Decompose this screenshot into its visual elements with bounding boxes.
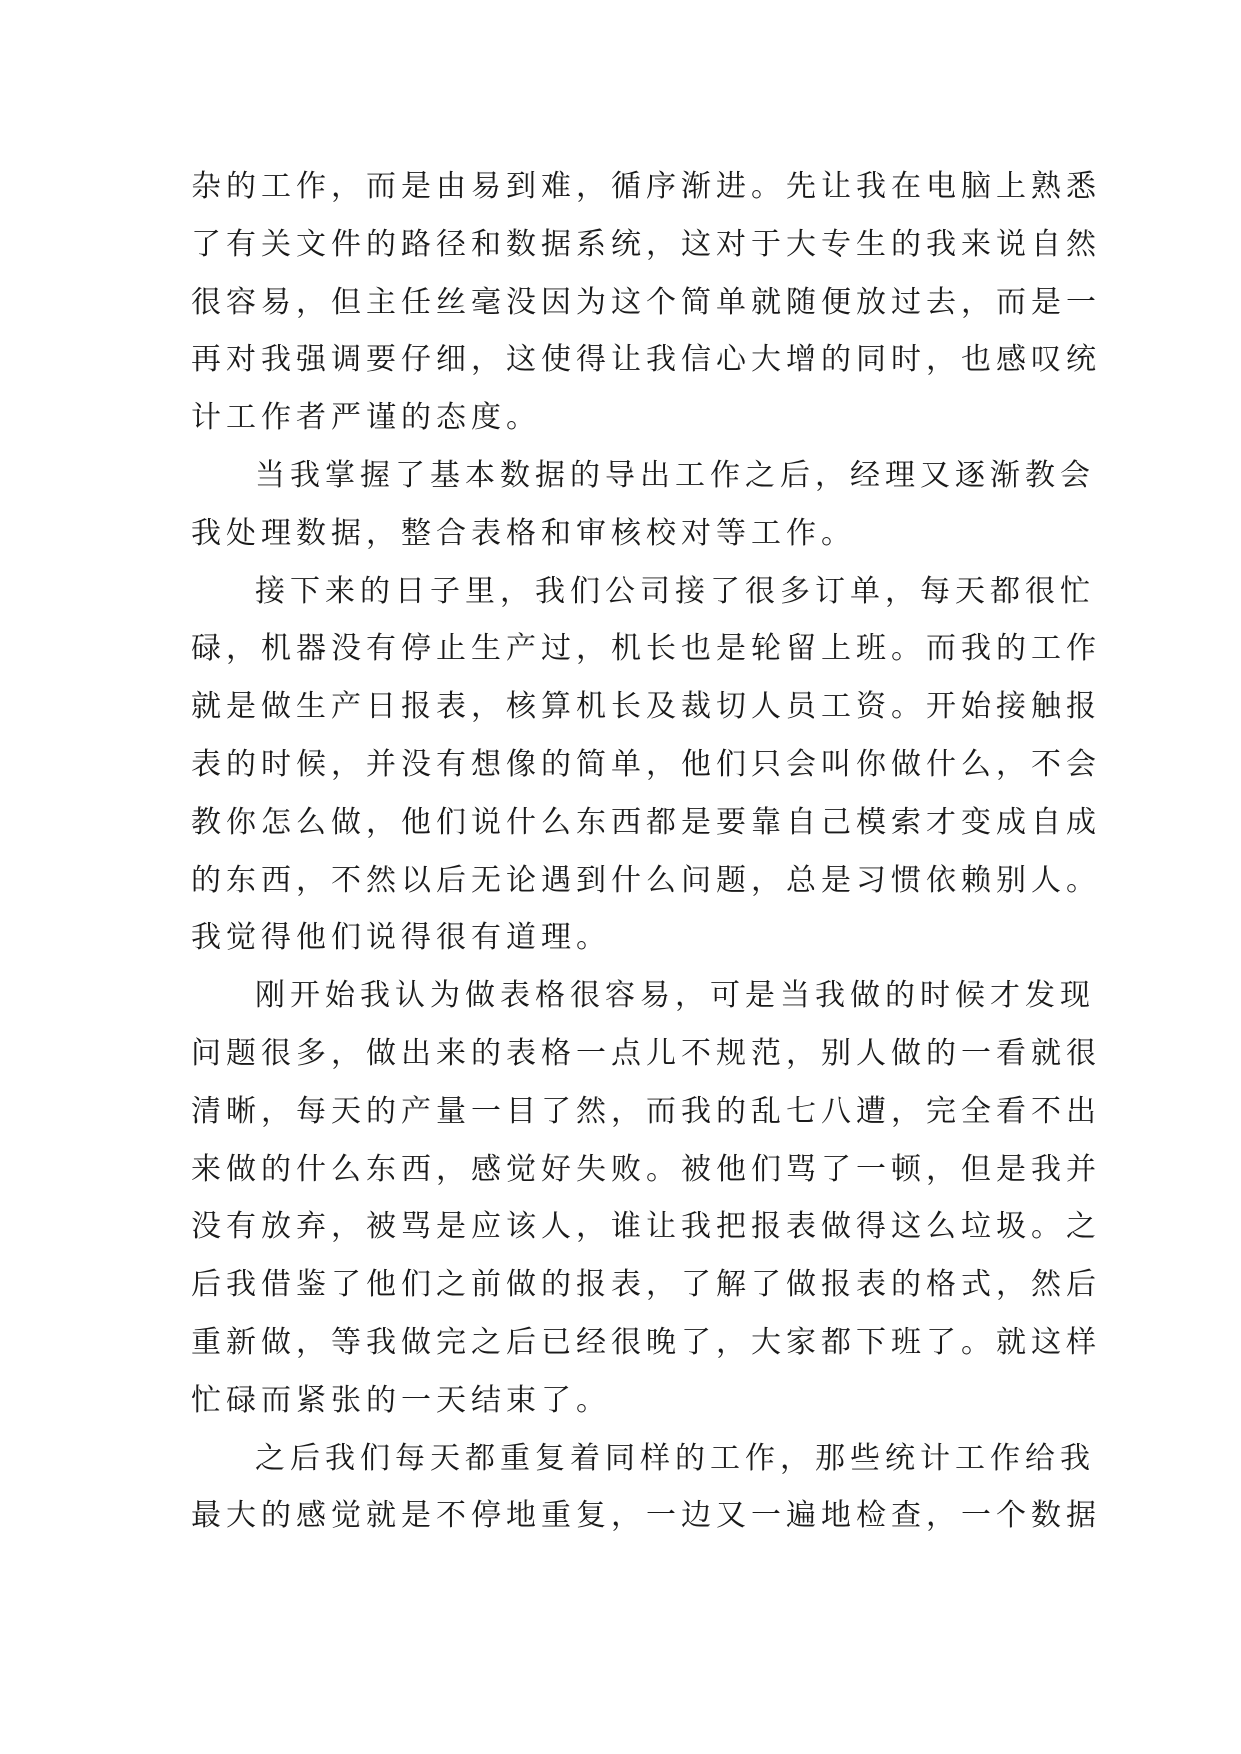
text-line: 刚开始我认为做表格很容易，可是当我做的时候才发现	[255, 978, 1095, 1014]
text-line: 杂的工作，而是由易到难，循序渐进。先让我在电脑上熟悉	[191, 169, 1101, 204]
text-line: 教你怎么做，他们说什么东西都是要靠自己模索才变成自成	[191, 804, 1101, 840]
text-line: 当我掌握了基本数据的导出工作之后，经理又逐渐教会	[255, 457, 1095, 493]
paragraph-1	[191, 158, 1101, 447]
text-line: 没有放弃，被骂是应该人，谁让我把报表做得这么垃圾。之	[191, 1209, 1101, 1245]
paragraph-4	[191, 967, 1101, 1429]
text-line: 碌，机器没有停止生产过，机长也是轮留上班。而我的工作	[191, 631, 1101, 667]
text-line: 来做的什么东西，感觉好失败。被他们骂了一顿，但是我并	[191, 1151, 1101, 1187]
text-line: 忙碌而紧张的一天结束了。	[191, 1382, 611, 1418]
paragraph-2	[191, 447, 1095, 563]
text-line: 很容易，但主任丝毫没因为这个简单就随便放过去，而是一	[191, 284, 1101, 320]
text-line: 我处理数据，整合表格和审核校对等工作。	[191, 515, 856, 551]
text-line: 重新做，等我做完之后已经很晚了，大家都下班了。就这样	[191, 1324, 1101, 1360]
document-body	[191, 158, 1101, 1545]
paragraph-3	[191, 563, 1101, 968]
text-line: 我觉得他们说得很有道理。	[191, 920, 611, 956]
text-line: 清晰，每天的产量一目了然，而我的乱七八遭，完全看不出	[191, 1093, 1101, 1129]
text-line: 就是做生产日报表，核算机长及裁切人员工资。开始接触报	[191, 689, 1101, 725]
paragraph-5	[191, 1430, 1101, 1546]
text-line: 之后我们每天都重复着同样的工作，那些统计工作给我	[255, 1440, 1095, 1476]
text-line: 问题很多，做出来的表格一点儿不规范，别人做的一看就很	[191, 1035, 1101, 1071]
text-line: 最大的感觉就是不停地重复，一边又一遍地检查，一个数据	[191, 1498, 1101, 1534]
text-line: 表的时候，并没有想像的简单，他们只会叫你做什么，不会	[191, 746, 1101, 782]
text-line: 再对我强调要仔细，这使得让我信心大增的同时，也感叹统	[191, 342, 1101, 378]
text-line: 计工作者严谨的态度。	[191, 400, 541, 436]
text-line: 的东西，不然以后无论遇到什么问题，总是习惯依赖别人。	[191, 862, 1101, 898]
text-line: 了有关文件的路径和数据系统，这对于大专生的我来说自然	[191, 226, 1101, 262]
text-line: 后我借鉴了他们之前做的报表，了解了做报表的格式，然后	[191, 1267, 1101, 1303]
text-line: 接下来的日子里，我们公司接了很多订单，每天都很忙	[255, 573, 1095, 609]
